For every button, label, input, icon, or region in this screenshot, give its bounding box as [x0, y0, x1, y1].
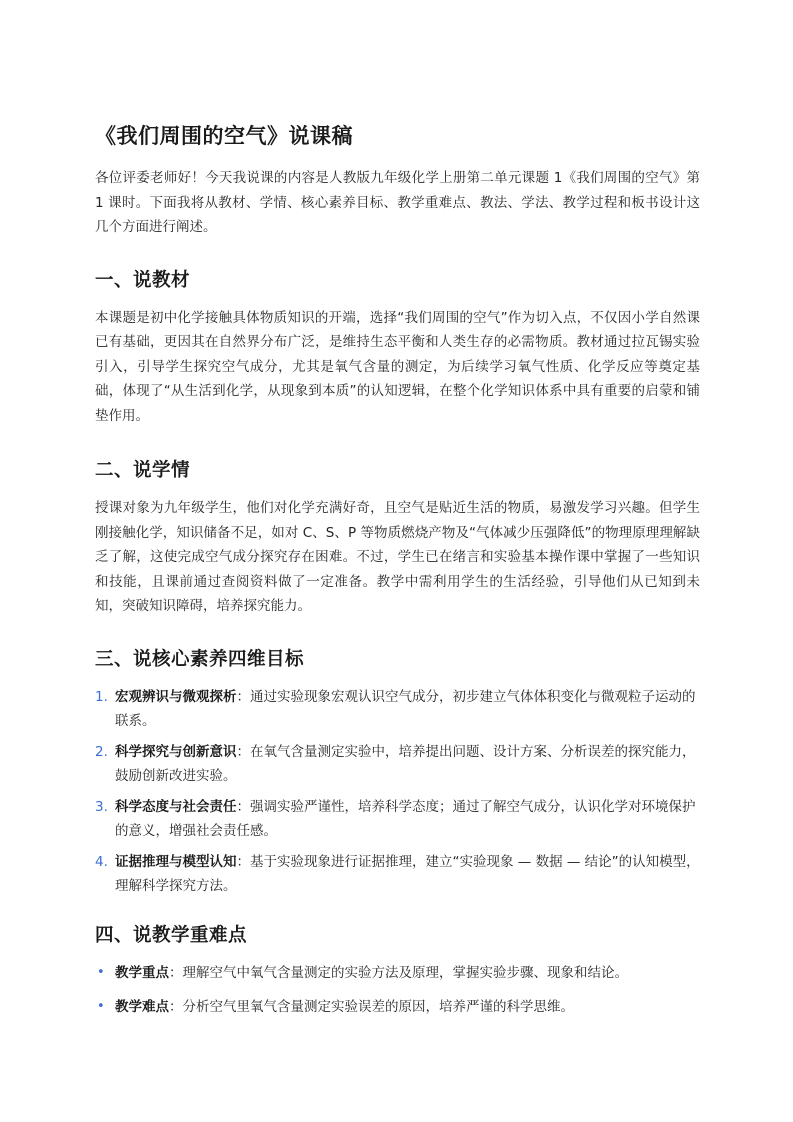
keypoints-list — [95, 961, 700, 1020]
section-heading-textbook: 一、说教材 — [95, 269, 191, 291]
goal-term: 宏观辨识与微观探析 — [115, 688, 237, 705]
document-page — [95, 118, 700, 1030]
goal-text: 通过实验现象宏观认识空气成分，初步建立气体体积变化与微观粒子运动的联系。 — [115, 688, 696, 729]
keypoint-text: 分析空气里氧气含量测定实验误差的原因，培养严谨的科学思维。 — [182, 999, 574, 1015]
list-item — [95, 850, 700, 899]
section-heading-keypoints: 四、说教学重难点 — [95, 924, 248, 946]
list-item — [95, 740, 700, 789]
keypoint-separator: ： — [169, 964, 183, 981]
bullet-marker: • — [97, 964, 105, 980]
list-item — [95, 995, 700, 1020]
document-title: 《我们周围的空气》说课稿 — [95, 124, 353, 148]
list-item — [95, 961, 700, 986]
goal-separator: ： — [236, 853, 250, 870]
goal-text: 强调实验严谨性，培养科学态度；通过了解空气成分，认识化学对环境保护的意义，增强社会责任感。 — [115, 798, 696, 839]
list-number: 2. — [95, 743, 108, 760]
keypoint-separator: ： — [169, 999, 183, 1015]
goal-separator: ： — [236, 743, 250, 760]
textbook-paragraph: 本课题是初中化学接触具体物质知识的开端，选择“我们周围的空气”作为切入点，不仅因小学自然课已有基础，更因其在自然界分布广泛，是维持生态平衡和人类生存的必需物质。教材通过拉瓦锡实验引入，引导学生探究空气成分，尤其是氧气含量的测定，为后续学习氧气性质、化学反应等奠定基础，体现了“从生活到化学，从现象到本质”的认知逻辑，在整个化学知识体系中具有重要的启蒙和铺垫作用。 — [95, 309, 700, 424]
section-heading-goals: 三、说核心素养四维目标 — [95, 648, 305, 670]
goal-term: 科学探究与创新意识 — [115, 743, 237, 760]
list-number: 1. — [95, 688, 108, 705]
list-number: 4. — [95, 853, 108, 870]
keypoint-text: 理解空气中氧气含量测定的实验方法及原理，掌握实验步骤、现象和结论。 — [182, 964, 628, 981]
goal-text: 在氧气含量测定实验中，培养提出问题、设计方案、分析误差的探究能力，鼓励创新改进实验。 — [115, 743, 696, 784]
list-item — [95, 795, 700, 844]
list-number: 3. — [95, 798, 108, 815]
goals-list — [95, 685, 700, 899]
keypoint-term: 教学重点 — [115, 964, 169, 981]
goal-separator: ： — [236, 688, 250, 705]
goal-separator: ： — [236, 798, 250, 815]
goal-term: 证据推理与模型认知 — [115, 853, 237, 870]
list-item — [95, 685, 700, 734]
intro-paragraph: 各位评委老师好！今天我说课的内容是人教版九年级化学上册第二单元课题 1《我们周围的空气》第 1 课时。下面我将从教材、学情、核心素养目标、教学重难点、教法、学法、教学过程和板书设计这几个方面进行阐述。 — [95, 170, 700, 235]
keypoint-term: 教学难点 — [115, 999, 169, 1015]
goal-text: 基于实验现象进行证据推理，建立“实验现象 — 数据 — 结论”的认知模型，理解科学探究方法。 — [115, 853, 700, 894]
goal-term: 科学态度与社会责任 — [115, 798, 237, 815]
bullet-marker: • — [97, 999, 105, 1014]
students-paragraph: 授课对象为九年级学生，他们对化学充满好奇，且空气是贴近生活的物质，易激发学习兴趣。但学生刚接触化学，知识储备不足，如对 C、S、P 等物质燃烧产物及“气体减少压强降低”的物理原理理解缺乏了解，这使完成空气成分探究存在困难。不过，学生已在绪言和实验基本操作课中掌握了一些知识和技能，且课前通过查阅资料做了一定准备。教学中需利用学生的生活经验，引导他们从已知到未知，突破知识障碍，培养探究能力。 — [95, 500, 700, 614]
section-heading-students: 二、说学情 — [95, 460, 191, 481]
